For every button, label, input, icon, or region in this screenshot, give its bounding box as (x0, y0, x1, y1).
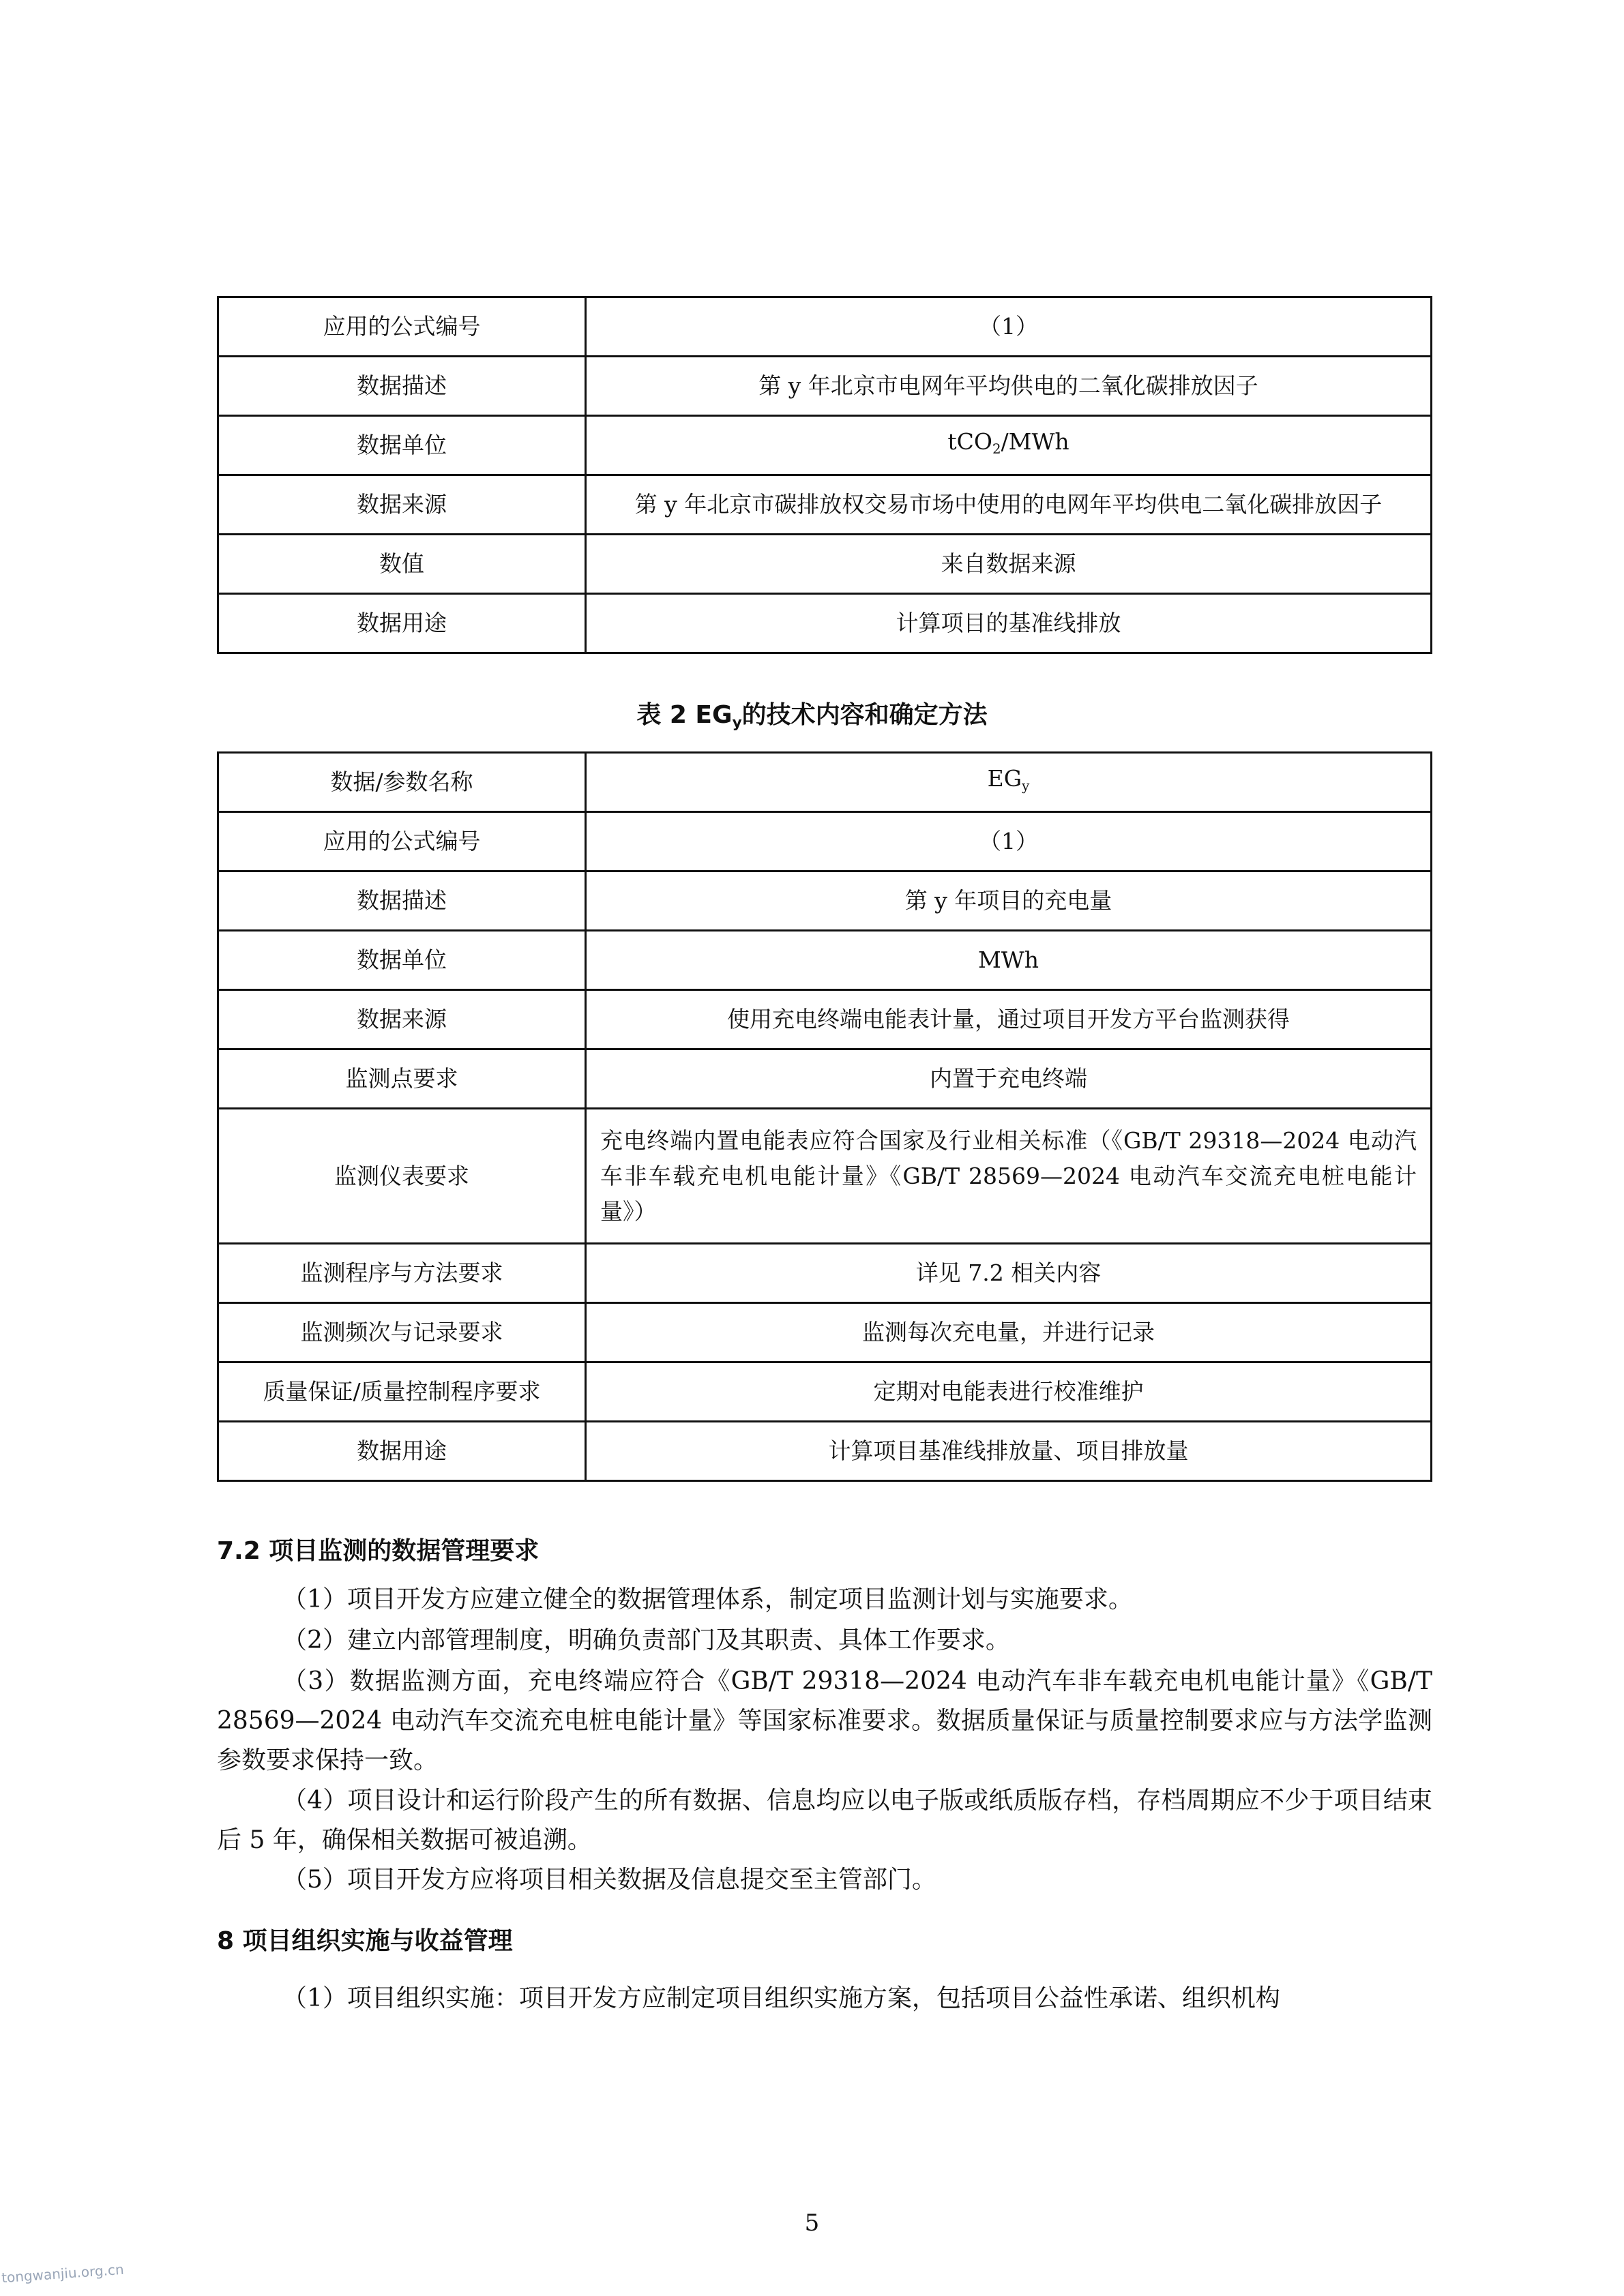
table-value: 计算项目的基准线排放 (586, 594, 1432, 653)
table-row (218, 475, 1432, 535)
table-key: 数据描述 (218, 357, 586, 416)
table-key: 数据描述 (218, 871, 586, 931)
table-key: 质量保证/质量控制程序要求 (218, 1362, 586, 1422)
table-value: 详见 7.2 相关内容 (586, 1244, 1432, 1303)
table-value: 第 y 年项目的充电量 (586, 871, 1432, 931)
table-key: 监测点要求 (218, 1049, 586, 1109)
table-key: 数据/参数名称 (218, 753, 586, 812)
caption-suffix: 的技术内容和确定方法 (741, 701, 988, 729)
table-value: 充电终端内置电能表应符合国家及行业相关标准（《GB/T 29318—2024 电动汽车非车载充电机电能计量》《GB/T 28569—2024 电动汽车交流充电桩电能计量》） (586, 1109, 1432, 1244)
table-value: 使用充电终端电能表计量，通过项目开发方平台监测获得 (586, 990, 1432, 1049)
paragraph: （1）项目开发方应建立健全的数据管理体系，制定项目监测计划与实施要求。 (282, 1585, 1133, 1613)
table-row (218, 1049, 1432, 1109)
table-row (218, 1303, 1432, 1362)
table-value: 第 y 年北京市电网年平均供电的二氧化碳排放因子 (586, 357, 1432, 416)
table-key: 数据用途 (218, 594, 586, 653)
table-value: 来自数据来源 (586, 535, 1432, 594)
table-row (218, 297, 1432, 357)
table-row (218, 416, 1432, 475)
table-value: MWh (586, 931, 1432, 990)
table-value-param (586, 753, 1432, 812)
caption-prefix: 表 2 EG (636, 701, 733, 729)
table-key: 监测仪表要求 (218, 1109, 586, 1244)
table-key: 数据单位 (218, 931, 586, 990)
table-value-unit (586, 416, 1432, 475)
table-key: 数据来源 (218, 990, 586, 1049)
paragraph: （4）项目设计和运行阶段产生的所有数据、信息均应以电子版或纸质版存档，存档周期应不少于项目结束后 5 年，确保相关数据可被追溯。 (217, 1787, 1432, 1854)
table-value: 内置于充电终端 (586, 1049, 1432, 1109)
unit-prefix: tCO (947, 428, 992, 455)
paragraph: （2）建立内部管理制度，明确负责部门及其职责、具体工作要求。 (282, 1626, 1010, 1654)
paragraph: （5）项目开发方应将项目相关数据及信息提交至主管部门。 (282, 1866, 936, 1894)
charging-volume-table (217, 751, 1432, 1482)
table-key: 监测程序与方法要求 (218, 1244, 586, 1303)
table-value: （1） (586, 812, 1432, 871)
page-number: 5 (804, 2209, 820, 2237)
table-row (218, 594, 1432, 653)
table-row (218, 535, 1432, 594)
table-row (218, 812, 1432, 871)
table-key: 数值 (218, 535, 586, 594)
table-row (218, 1109, 1432, 1244)
section-heading-8: 8 项目组织实施与收益管理 (217, 1927, 513, 1955)
table-value: 监测每次充电量，并进行记录 (586, 1303, 1432, 1362)
emission-factor-table (217, 296, 1432, 654)
param-subscript: y (1022, 777, 1030, 794)
table-key: 应用的公式编号 (218, 297, 586, 357)
table-key: 应用的公式编号 (218, 812, 586, 871)
table-row (218, 1422, 1432, 1481)
table-key: 监测频次与记录要求 (218, 1303, 586, 1362)
paragraph: （3）数据监测方面，充电终端应符合《GB/T 29318—2024 电动汽车非车载充电机电能计量》《GB/T 28569—2024 电动汽车交流充电桩电能计量》等国家标准要求。数据质量保证与质量控制要求应与方法学监测参数要求保持一致。 (217, 1667, 1432, 1774)
table-value: 第 y 年北京市碳排放权交易市场中使用的电网年平均供电二氧化碳排放因子 (586, 475, 1432, 535)
table-key: 数据用途 (218, 1422, 586, 1481)
table-value: 定期对电能表进行校准维护 (586, 1362, 1432, 1422)
table-row (218, 357, 1432, 416)
param-prefix: EG (987, 764, 1022, 792)
unit-suffix: /MWh (1001, 428, 1069, 455)
paragraph: （1）项目组织实施：项目开发方应制定项目组织实施方案，包括项目公益性承诺、组织机构 (282, 1984, 1280, 2012)
table-value: 计算项目基准线排放量、项目排放量 (586, 1422, 1432, 1481)
table-value: （1） (586, 297, 1432, 357)
section-heading-7-2: 7.2 项目监测的数据管理要求 (217, 1537, 540, 1565)
table-row (218, 1244, 1432, 1303)
table-key: 数据单位 (218, 416, 586, 475)
table-row (218, 990, 1432, 1049)
table-caption (0, 696, 1624, 731)
caption-subscript: y (732, 714, 742, 732)
table-key: 数据来源 (218, 475, 586, 535)
table-row (218, 1362, 1432, 1422)
table-row (218, 871, 1432, 931)
table-row (218, 931, 1432, 990)
table-row (218, 753, 1432, 812)
watermark: tongwanjiu.org.cn (1, 2261, 125, 2286)
unit-subscript: 2 (992, 441, 1001, 457)
